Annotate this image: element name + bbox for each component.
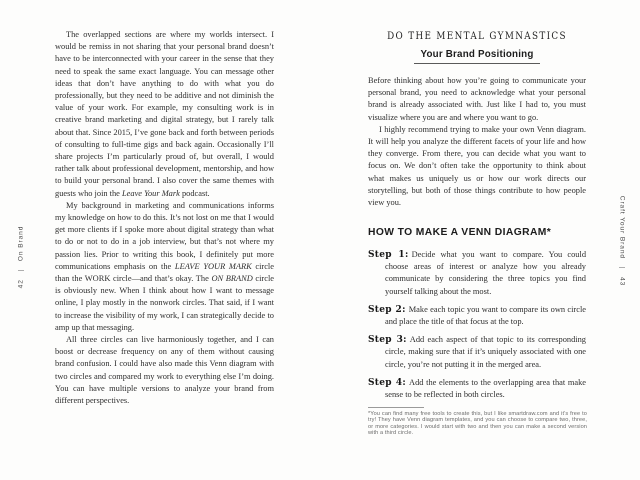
text-run: The overlapped sections are where my worlds intersect. I would be remiss in not sharing that your personal brand doesn’t have to be interconnected with your career in the sense that they need to speak the same exact language. You can message other ideas that don’t have anything to do with what you do professionally, but they need to be additive and not diminish the value of your work. For example, my consulting work is in creative brand marketing and digital strategy, but I rarely talk about that. Since 2015, I’ve gone back and forth between periods of consulting to full-time gigs and back again. Occasionally I’ll share projects I’m particularly proud of, but overall, I would rather talk about professional development, mentorship, and how to build your personal brand. I also cover the same themes with guests who join the (55, 30, 274, 198)
right-page-header (358, 30, 596, 64)
left-page (55, 29, 274, 407)
italic-text-run: LEAVE YOUR MARK (174, 261, 252, 271)
right-paragraph-2: I highly recommend trying to make your own Venn diagram. It will help you analyze the different facets of your life and how they converge. From there, you can decide what you want to focus on. We don’t often take the opportunity to think about what makes us uniquely us or how our work directs our storytelling, but both of those things contribute to how people view you. (368, 124, 586, 208)
step-label-3: Step 3: (368, 335, 407, 346)
right-running-head: Craft Your Brand (618, 195, 626, 259)
right-folio-divider: | (618, 266, 626, 270)
step-text-4: Add the elements to the overlapping area that make sense to be reflected in both circles. (385, 377, 586, 400)
italic-text-run: ON BRAND (211, 274, 253, 284)
right-paragraph-1: Before thinking about how you’re going to communicate your personal brand, you need to acknowledge what your personal brand is already associated with. Just like I had to, you must visualize where you are and where you want to go. (368, 76, 586, 122)
left-page-number: 42 (17, 279, 25, 289)
step-label-1: Step 1: (368, 250, 409, 260)
text-run: My background in marketing and communications informs my knowledge on how to do this. It’s not lost on me that I would get more clients if I spoke more about digital strategy than what to do or not to do in a job interview, but that’s not where my passion lies. Prior to writing this book, I definitely put more communications emphasis on the (55, 200, 274, 271)
text-run: circle is obviously new. When I think about how I want to message online, I play mostly in the nonwork circles. That said, if I want to increase the visibility of my work, I can strategically decide to amp up that messaging. (55, 274, 274, 332)
footnote-block (368, 407, 587, 437)
italic-text-run: Leave Your Mark (122, 188, 180, 198)
right-page-intro (368, 75, 586, 209)
step-text-3: Add each aspect of that topic to its corresponding circle, making sure that if it’s uniquely associated with one circle, you’re not putting it in the merged area. (385, 335, 586, 369)
step-text-1: Decide what you want to compare. You could choose areas of interest or analyze how you already communicate by considering the three topics you find yourself talking about the most. (385, 250, 587, 296)
step-item-3 (368, 334, 586, 371)
steps-list (368, 249, 586, 407)
chapter-title: DO THE MENTAL GYMNASTICS (387, 30, 567, 42)
footnote-rule (368, 407, 424, 408)
right-page-folio (619, 196, 626, 286)
section-subtitle: Your Brand Positioning (414, 49, 539, 64)
text-run: podcast. (179, 188, 210, 198)
left-paragraph-3 (55, 334, 274, 407)
right-page-number: 43 (618, 277, 626, 287)
step-item-2 (368, 304, 586, 328)
step-item-4 (368, 377, 586, 401)
left-running-head: On Brand (17, 225, 25, 262)
step-item-1 (368, 249, 586, 298)
footnote: *You can find many free tools to create this, but I like smartdraw.com and it’s free to try! They have Venn diagram templates, and you can choose to compare two, three, or more categories. I would start with two and then you can make a second version with a third circle. (368, 410, 587, 437)
left-page-folio (18, 226, 25, 289)
section-subtitle-wrap (358, 44, 596, 64)
step-text-2: Make each topic you want to compare its own circle and place the title of that focus at the top. (385, 304, 586, 327)
left-paragraph-2 (55, 200, 274, 334)
section-heading: HOW TO MAKE A VENN DIAGRAM* (368, 227, 552, 238)
left-folio-divider: | (17, 268, 25, 272)
step-label-4: Step 4: (368, 377, 407, 388)
text-run: All three circles can live harmoniously together, and I can boost or decrease frequency on any of them without causing brand confusion. I could have also made this Venn diagram with two circles and compared my work to everything else I’m doing. You can have multiple versions to analyze your brand from different perspectives. (55, 335, 274, 406)
step-label-2: Step 2: (368, 304, 406, 315)
text-run: circle than the WORK circle—and that’s okay. The (55, 261, 274, 284)
left-paragraph-1 (55, 29, 274, 200)
